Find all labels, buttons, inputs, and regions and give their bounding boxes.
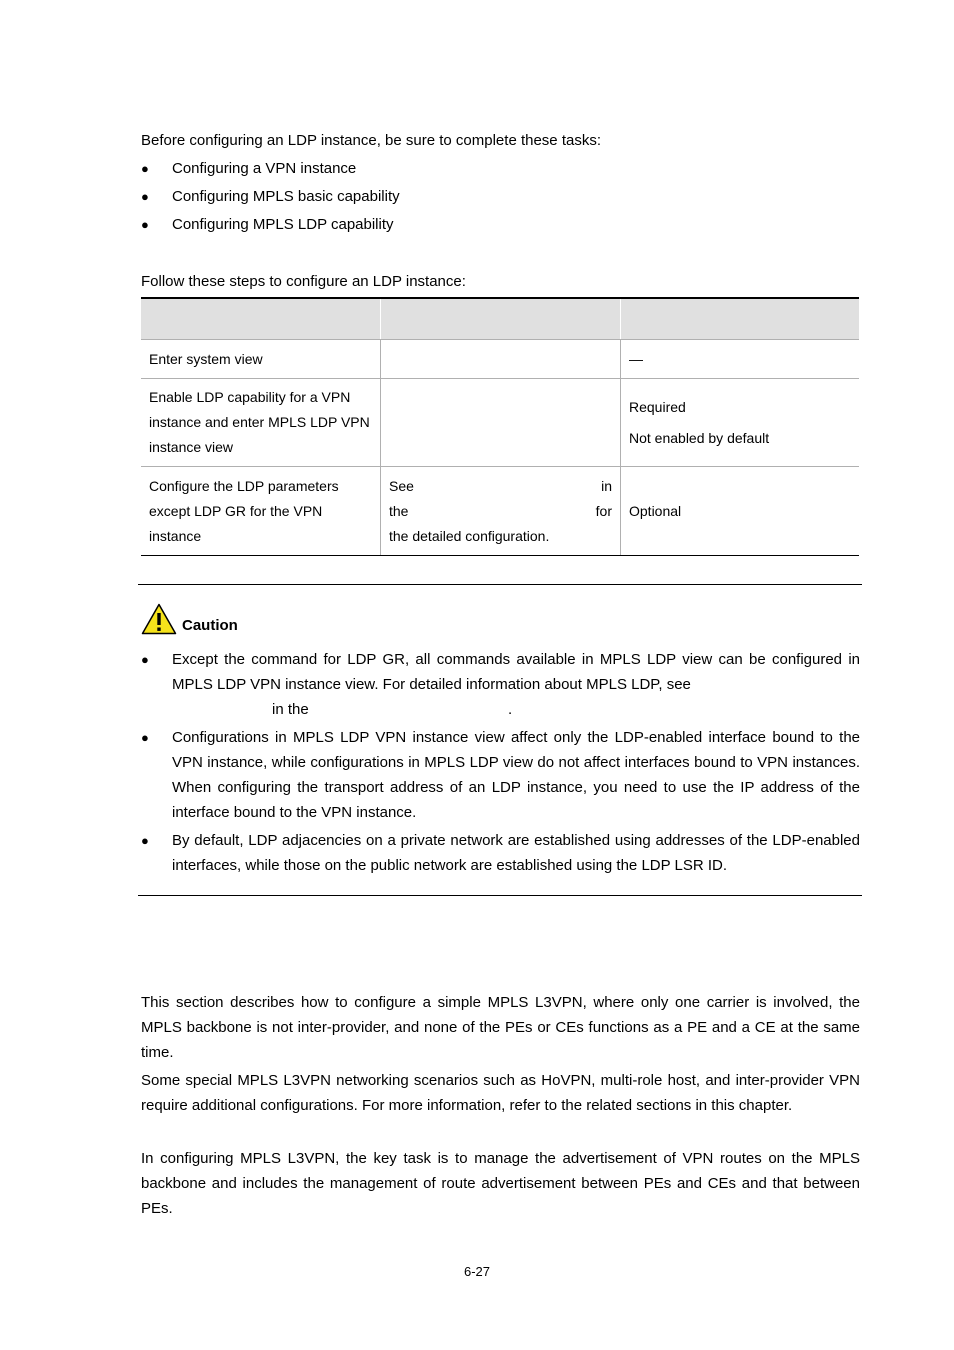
ldp-instance-steps-table <box>141 297 859 556</box>
remark-required: Required <box>629 398 686 415</box>
reference-line: the detailed configuration. <box>389 527 550 544</box>
caution-reference-in-the: in the <box>272 701 309 718</box>
table-cell-operation: Enter system view <box>141 340 381 379</box>
table-row <box>141 467 859 556</box>
steps-lead: Follow these steps to configure an LDP instance: <box>141 273 466 290</box>
table-header-cell <box>621 298 860 340</box>
page-number: 6-27 <box>463 1264 491 1279</box>
reference-line: the for <box>389 502 612 519</box>
table-header-cell <box>381 298 621 340</box>
bullet-icon: ● <box>141 833 149 848</box>
section-paragraph: This section describes how to configure a simple MPLS L3VPN, where only one carrier is involved, the MPLS backbone is not inter-provider, and none of the PEs or CEs functions as a PE and a CE at the same time. <box>141 994 860 1061</box>
bullet-icon: ● <box>141 730 149 745</box>
bullet-icon: ● <box>141 189 149 204</box>
caution-top-rule <box>138 584 862 585</box>
table-row <box>141 379 859 467</box>
caution-title: Caution <box>182 617 238 634</box>
bullet-icon: ● <box>141 161 149 176</box>
table-cell-operation: Configure the LDP parameters except LDP GR for the VPN instance <box>141 467 381 556</box>
reference-line: See in <box>389 477 612 494</box>
caution-reference-period: . <box>508 701 513 718</box>
table-cell-remarks <box>621 379 860 467</box>
table-cell-remarks: Optional <box>621 467 860 556</box>
table-header-row <box>141 298 859 340</box>
bullet-icon: ● <box>141 217 149 232</box>
table-header-cell <box>141 298 381 340</box>
caution-bottom-rule <box>138 895 862 896</box>
table-row <box>141 340 859 379</box>
prerequisite-lead: Before configuring an LDP instance, be sure to complete these tasks: <box>141 132 601 149</box>
section-paragraph: In configuring MPLS L3VPN, the key task is to manage the advertisement of VPN routes on the MPLS backbone and includes the management of route advertisement between PEs and CEs and that between PEs. <box>141 1150 860 1217</box>
table-cell-command <box>381 379 621 467</box>
section-paragraph: Some special MPLS L3VPN networking scenarios such as HoVPN, multi-role host, and inter-provider VPN require additional configurations. For more information, refer to the related sections in this chapter. <box>141 1072 860 1114</box>
remark-default: Not enabled by default <box>629 429 770 446</box>
table-cell-operation: Enable LDP capability for a VPN instance and enter MPLS LDP VPN instance view <box>141 379 381 467</box>
table-cell-command <box>381 340 621 379</box>
table-cell-command <box>381 467 621 556</box>
warning-triangle-icon <box>141 603 177 635</box>
table-cell-remarks: — <box>621 340 860 379</box>
bullet-icon: ● <box>141 652 149 667</box>
